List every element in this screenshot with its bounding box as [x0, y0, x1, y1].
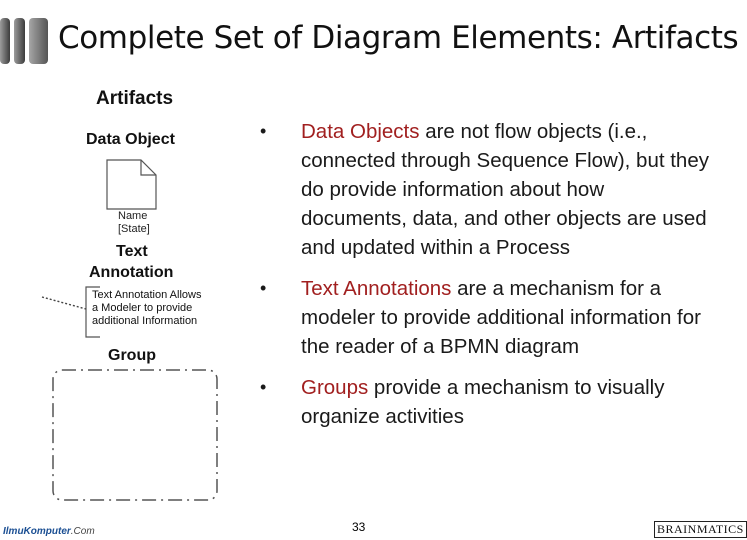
figure-heading: Artifacts — [96, 88, 174, 109]
brand-logo: BRAINMATICS — [654, 521, 747, 538]
bullet-dot-icon: • — [260, 377, 267, 397]
site-name: IlmuKomputer — [3, 526, 71, 537]
bullet-item — [260, 373, 710, 431]
bullet-text: are not flow objects (i.e., connected through Sequence Flow), but they do provide information about how documents, data, and other objects are used and updated within a Process — [301, 120, 709, 259]
bullet-term: Data Objects — [301, 120, 420, 143]
page-number: 33 — [352, 520, 366, 534]
group-icon — [53, 370, 217, 500]
bullet-text: are a mechanism for a modeler to provide additional information for the reader of a BPMN diagram — [301, 277, 701, 358]
bullet-dot-icon: • — [260, 121, 267, 141]
data-object-name: Name — [118, 210, 148, 222]
group-label: Group — [108, 347, 156, 364]
bullet-text: provide a mechanism to visually organize activities — [301, 376, 665, 428]
data-object-icon — [107, 160, 156, 209]
bullet-term: Text Annotations — [301, 277, 452, 300]
annotation-line: a Modeler to provide — [92, 302, 193, 314]
bullet-list — [260, 117, 710, 431]
annotation-line: additional Information — [92, 315, 198, 327]
text-annotation-label-1: Text — [116, 243, 148, 260]
bullet-term: Groups — [301, 376, 369, 399]
bullet-dot-icon: • — [260, 278, 267, 298]
data-object-state: [State] — [118, 223, 150, 235]
bullet-item — [260, 274, 710, 361]
site-suffix: .Com — [70, 526, 95, 537]
site-logo — [3, 526, 95, 537]
annotation-text — [92, 289, 222, 328]
data-object-label: Data Object — [86, 131, 175, 148]
association-line — [42, 297, 86, 309]
text-annotation-label-2: Annotation — [89, 264, 174, 281]
annotation-line: Text Annotation Allows — [92, 289, 202, 301]
bullet-item — [260, 117, 710, 262]
slide-title: Complete Set of Diagram Elements: Artifacts — [58, 20, 739, 56]
